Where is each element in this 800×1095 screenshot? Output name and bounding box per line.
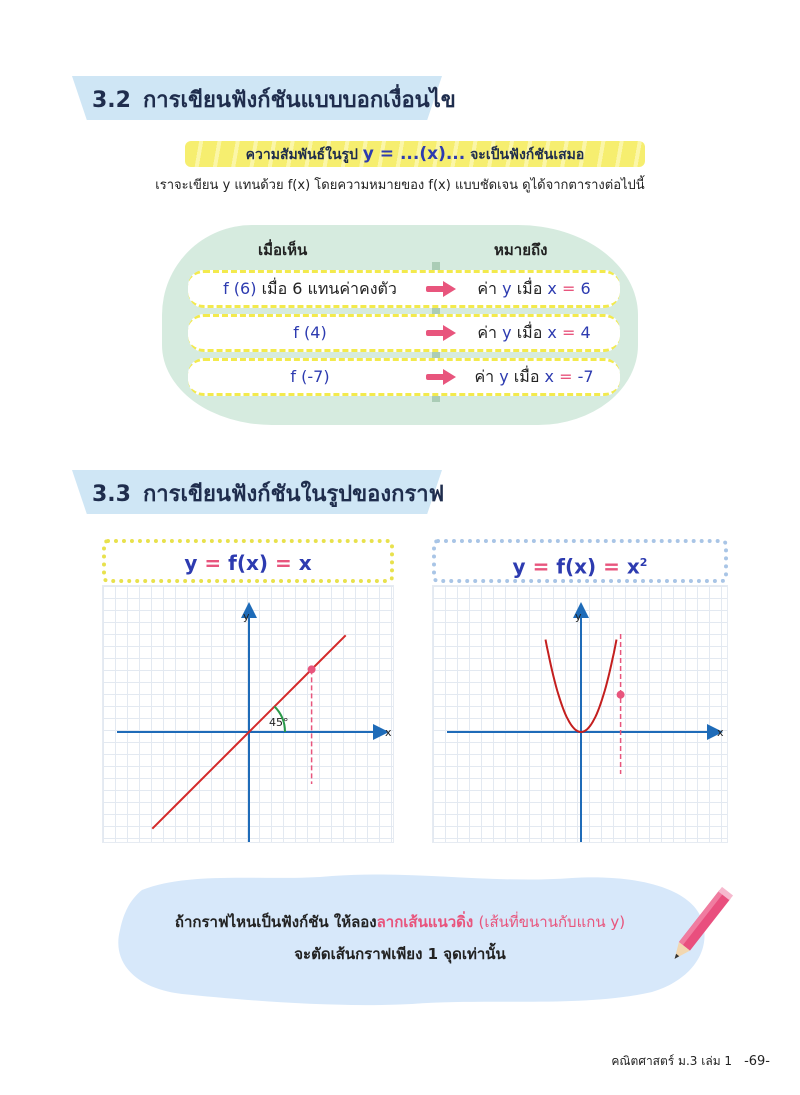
page-number: -69-	[744, 1054, 770, 1069]
x-axis-label: x	[385, 726, 392, 739]
equation-quadratic	[432, 539, 728, 583]
section-banner-3-2	[72, 76, 456, 120]
y-axis-label: y	[575, 610, 582, 623]
linear-chart-svg	[103, 586, 395, 844]
eq-sign: =	[532, 554, 550, 579]
eq-fx: f(x)	[228, 551, 269, 575]
row-left-expr: f (-7)	[290, 367, 330, 386]
row-right-eq: =	[561, 279, 576, 298]
row-right-prefix: ค่า	[477, 323, 498, 342]
row-right-val: 4	[580, 323, 591, 342]
section-number: 3.3	[92, 482, 131, 507]
row-right-when: เมื่อ	[513, 367, 540, 386]
section-heading	[92, 82, 456, 117]
highlight-formula: y = ...(x)...	[362, 144, 466, 164]
row-left-cell	[188, 317, 432, 349]
note-text-a: ถ้ากราฟไหนเป็นฟังก์ชัน ให้ลอง	[174, 913, 377, 931]
row-right-eq: =	[559, 367, 573, 386]
row-right-var: y	[502, 323, 512, 342]
eq-sign: =	[274, 551, 292, 575]
intersection-point	[308, 665, 316, 673]
note-line-2: จะตัดเส้นกราฟเพียง 1 จุดเท่านั้น	[294, 945, 506, 963]
eq-y: y	[512, 554, 526, 579]
note-highlight: ลากเส้นแนวดิ่ง	[376, 913, 474, 931]
row-left-cell	[188, 361, 432, 393]
row-left-note: เมื่อ 6 แทนค่าคงตัว	[261, 279, 397, 298]
table-row	[188, 314, 620, 352]
row-right-x: x	[544, 367, 554, 386]
y-axis-label: y	[243, 610, 250, 623]
table-header-right: หมายถึง	[494, 241, 548, 259]
eq-y: y	[184, 551, 198, 575]
angle-label: 45°	[269, 716, 289, 729]
row-right-x: x	[547, 323, 557, 342]
row-right-x: x	[547, 279, 557, 298]
note-line-1	[120, 910, 680, 934]
row-right-var: y	[499, 367, 509, 386]
eq-exponent: 2	[639, 556, 648, 569]
row-right-cell	[448, 273, 620, 305]
row-right-eq: =	[561, 323, 576, 342]
page-footer	[611, 1052, 770, 1071]
quadratic-chart-svg	[433, 586, 729, 844]
highlight-statement	[185, 141, 645, 167]
x-axis-label: x	[717, 726, 724, 739]
table-header-left: เมื่อเห็น	[258, 241, 308, 259]
row-left-expr: f (6)	[223, 279, 257, 298]
section-banner-3-3	[72, 470, 445, 514]
highlight-suffix: จะเป็นฟังก์ชันเสมอ	[470, 147, 585, 163]
intersection-point	[617, 691, 625, 699]
row-right-var: y	[502, 279, 512, 298]
row-right-when: เมื่อ	[516, 279, 543, 298]
section-title: การเขียนฟังก์ชันแบบบอกเงื่อนไข	[142, 88, 456, 113]
table-row	[188, 358, 620, 396]
eq-rhs: x	[626, 554, 640, 579]
row-left-cell	[188, 273, 432, 305]
intro-subtext: เราจะเขียน y แทนด้วย f(x) โดยความหมายของ f(x) แบบชัดเจน ดูได้จากตารางต่อไปนี้	[155, 178, 645, 193]
section-title: การเขียนฟังก์ชันในรูปของกราฟ	[142, 482, 445, 507]
highlight-prefix: ความสัมพันธ์ในรูป	[245, 147, 358, 163]
note-cloud-background	[112, 870, 718, 1008]
row-right-val: 6	[580, 279, 591, 298]
section-heading	[92, 476, 444, 511]
row-left-expr: f (4)	[293, 323, 327, 342]
graph-linear	[102, 585, 394, 843]
note-parenthetical: (เส้นที่ขนานกับแกน y)	[478, 913, 626, 931]
row-right-prefix: ค่า	[474, 367, 495, 386]
table-row	[188, 270, 620, 308]
graph-quadratic	[432, 585, 728, 843]
section-number: 3.2	[92, 88, 131, 113]
row-right-val: -7	[577, 367, 594, 386]
row-right-prefix: ค่า	[477, 279, 498, 298]
eq-fx: f(x)	[556, 554, 597, 579]
row-right-cell	[448, 361, 620, 393]
eq-rhs: x	[298, 551, 312, 575]
row-right-cell	[448, 317, 620, 349]
row-right-when: เมื่อ	[516, 323, 543, 342]
equation-linear	[102, 539, 394, 583]
eq-sign: =	[603, 554, 620, 579]
eq-sign: =	[204, 551, 222, 575]
book-title: คณิตศาสตร์ ม.3 เล่ม 1	[611, 1054, 733, 1068]
